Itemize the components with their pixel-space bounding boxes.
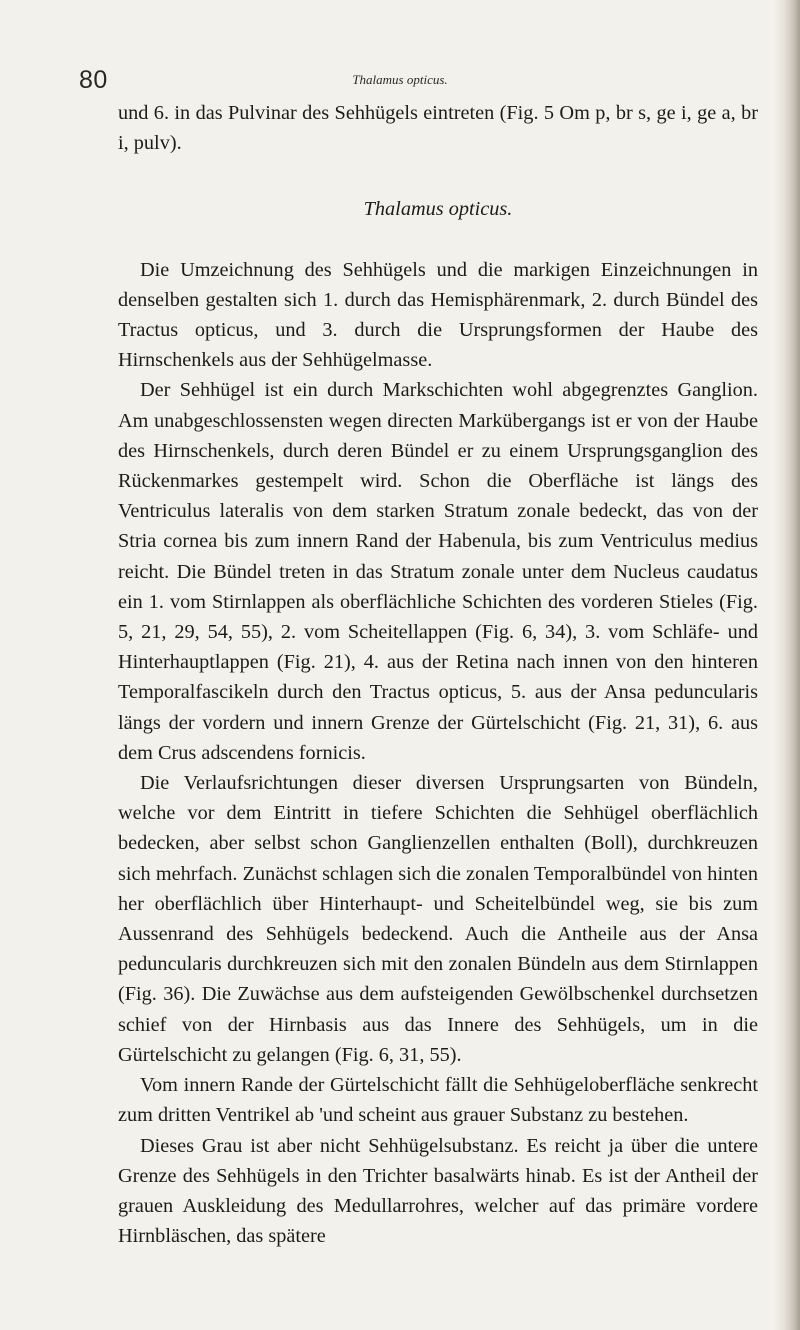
- paragraph: Vom innern Rande der Gürtelschicht fällt die Sehhügeloberfläche senkrecht zum dritten Ventrikel ab 'und scheint aus grauer Substanz zu bestehen.: [118, 1074, 758, 1127]
- paragraph: Dieses Grau ist aber nicht Sehhügelsubstanz. Es reicht ja über die untere Grenze des Sehhügels in den Trichter basalwärts hinab. Es ist der Antheil der grauen Auskleidung des Medullarrohres, welcher auf das primäre vordere Hirnbläschen, das spätere: [118, 1134, 758, 1248]
- running-title: Thalamus opticus.: [352, 72, 448, 87]
- page-edge-shadow: [774, 0, 800, 1330]
- paragraph: Die Verlaufsrichtungen dieser diversen Ursprungsarten von Bündeln, welche vor dem Eintritt in tiefere Schichten die Sehhügel oberflächlich bedecken, aber selbst schon Ganglienzellen enthalten (Boll), durchkreuzen sich mehrfach. Zunächst schlagen sich die zonalen Temporalbündel von hinten her oberflächlich über Hinterhaupt- und Scheitelbündel weg, sie bis zum Aussenrand des Sehhügels bedeckend. Auch die Antheile aus der Ansa peduncularis durchkreuzen sich mit den zonalen Bündeln aus dem Stirnlappen (Fig. 36). Die Zuwächse aus dem aufsteigenden Gewölbschenkel durchsetzen schief von der Hirnbasis aus das Innere des Sehhügels, um in die Gürtelschicht zu gelangen (Fig. 6, 31, 55).: [118, 772, 758, 1066]
- paragraph: Der Sehhügel ist ein durch Markschichten wohl abgegrenztes Ganglion. Am unabgeschlossensten wegen directen Markübergangs ist er von der Haube des Hirnschenkels, durch deren Bündel er zu einem Ursprungsganglion des Rückenmarkes gestempelt wird. Schon die Oberfläche ist längs des Ventriculus lateralis von dem starken Stratum zonale bedeckt, das von der Stria cornea bis zum innern Rand der Habenula, bis zum Ventriculus medius reicht. Die Bündel treten in das Stratum zonale unter dem Nucleus caudatus ein 1. vom Stirnlappen als oberflächliche Schichten des vorderen Stieles (Fig. 5, 21, 29, 54, 55), 2. vom Scheitellappen (Fig. 6, 34), 3. vom Schläfe- und Hinterhauptlappen (Fig. 21), 4. aus der Retina nach innen von den hinteren Temporalfascikeln durch den Tractus opticus, 5. aus der Ansa peduncularis längs der vordern und innern Grenze der Gürtelschicht (Fig. 21, 31), 6. aus dem Crus adscendens fornicis.: [118, 379, 758, 764]
- section-title: Thalamus opticus.: [363, 198, 513, 221]
- intro-paragraph: und 6. in das Pulvinar des Sehhügels eintreten (Fig. 5 Om p, br s, ge i, ge a, br i, pulv).: [118, 102, 758, 155]
- page-number: 80: [79, 66, 108, 94]
- paragraph: Die Umzeichnung des Sehhügels und die markigen Einzeichnungen in denselben gestalten sich 1. durch das Hemisphärenmark, 2. durch Bündel des Tractus opticus, und 3. durch die Ursprungsformen der Haube des Hirnschenkels aus der Sehhügelmasse.: [118, 258, 758, 372]
- body-text: [118, 98, 758, 1251]
